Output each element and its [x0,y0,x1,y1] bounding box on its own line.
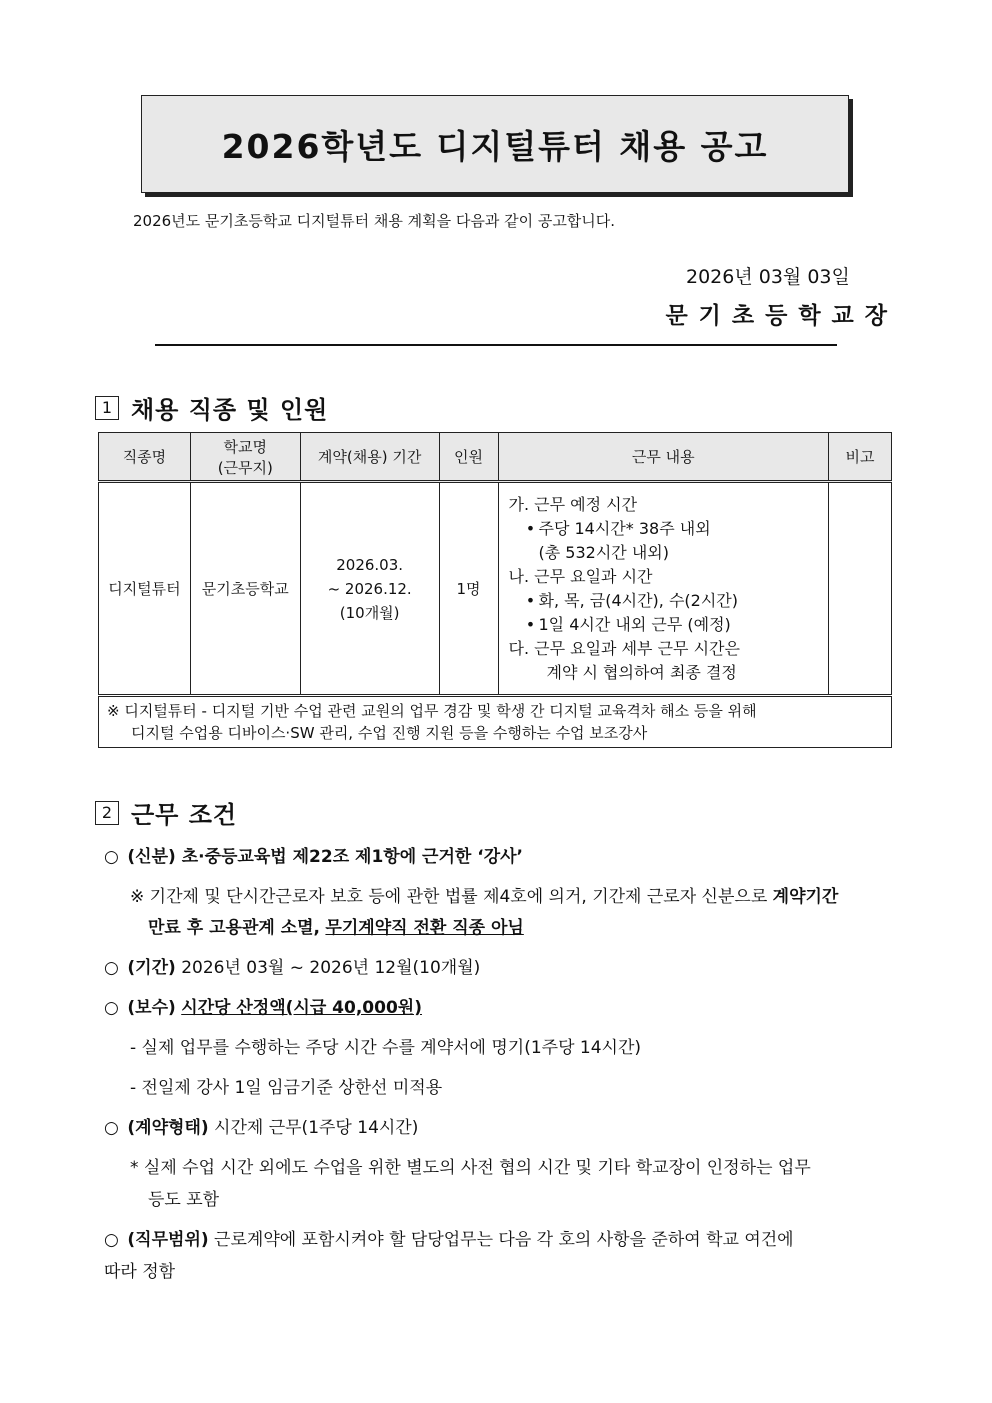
cell-count: 1명 [439,482,498,696]
cell-duties [498,482,829,696]
period-months: (10개월) [339,603,400,622]
circle-bullet-icon: ○ [104,1230,119,1250]
pay-text: 시간당 산정액(시급 40,000원) [181,998,422,1018]
pay-label: (보수) [127,998,176,1018]
contract-note-1: * 실제 수업 시간 외에도 수업을 위한 별도의 사전 협의 시간 및 기타 학교장이 인정하는 업무 [130,1158,811,1178]
section-2-heading [95,795,237,830]
pay-note-1: - 실제 업무를 수행하는 주당 시간 수를 계약서에 명기(1주당 14시간) [130,1038,642,1058]
cell-period [300,482,439,696]
header-job: 직종명 [99,433,191,482]
circle-bullet-icon: ○ [104,847,119,867]
section-number-box: 2 [95,801,119,825]
intro-text: 2026년도 문기초등학교 디지털튜터 채용 계획을 다음과 같이 공고합니다. [133,212,616,230]
duty-b1: • 화, 목, 금(4시간), 수(2시간) [525,590,738,610]
duty-a: 가. 근무 예정 시간 [508,494,638,514]
table-note-row [99,696,892,748]
status-note: ※ 기간제 및 단시간근로자 보호 등에 관한 법률 제4호에 의거, 기간제 근로자 신분으로 계약기간 [130,887,839,907]
duty-a2: (총 532시간 내외) [538,542,669,562]
note-line-2: 디지털 수업용 디바이스·SW 관리, 수업 진행 지원 등을 수행하는 수업 보조강사 [131,724,648,742]
period-end: ~ 2026.12. [327,579,412,598]
header-duties: 근무 내용 [498,433,829,482]
contract-note-2: 등도 포함 [148,1190,220,1210]
table-note [99,696,892,748]
signer-name: 문기초등학교장 [665,303,898,329]
section-title: 채용 직종 및 인원 [131,396,329,424]
duty-b2: • 1일 4시간 내외 근무 (예정) [525,614,731,634]
header-school [190,433,300,482]
duty-c2: 계약 시 협의하여 최종 결정 [546,662,737,682]
recruitment-table [98,432,892,748]
section-1-heading [95,390,328,425]
contract-label: (계약형태) [127,1118,209,1138]
cell-school: 문기초등학교 [190,482,300,696]
section-number-box: 1 [95,396,119,420]
table-header-row [99,433,892,482]
table-row [99,482,892,696]
status-item [104,842,523,872]
duty-b: 나. 근무 요일과 시간 [508,566,653,586]
circle-bullet-icon: ○ [104,1118,119,1138]
header-period: 계약(채용) 기간 [300,433,439,482]
status-note-2: 만료 후 고용관계 소멸, 무기계약직 전환 직종 아님 [148,918,524,938]
scope-item [104,1225,794,1255]
scope-label: (직무범위) [127,1230,209,1250]
contract-text: 시간제 근무(1주당 14시간) [214,1118,419,1138]
header-remark: 비고 [829,433,892,482]
duty-a1: • 주당 14시간* 38주 내외 [525,518,711,538]
status-label: (신분) 초·중등교육법 제22조 제1항에 근거한 ‘강사’ [127,847,523,867]
period-item [104,953,480,983]
note-line-1: ※ 디지털튜터 - 디지털 기반 수업 관련 교원의 업무 경감 및 학생 간 디지털 교육격차 해소 등을 위해 [107,702,757,720]
cell-job: 디지털튜터 [99,482,191,696]
period-text: 2026년 03월 ~ 2026년 12월(10개월) [181,958,481,978]
scope-text-2: 따라 정함 [104,1262,176,1282]
circle-bullet-icon: ○ [104,998,119,1018]
duty-c: 다. 근무 요일과 세부 근무 시간은 [508,638,740,658]
period-label: (기간) [127,958,176,978]
announcement-date: 2026년 03월 03일 [686,266,850,288]
cell-remark [829,482,892,696]
pay-note-2: - 전일제 강사 1일 임금기준 상한선 미적용 [130,1078,443,1098]
divider [155,344,837,346]
announcement-title: 2026학년도 디지털튜터 채용 공고 [221,126,769,166]
contract-item [104,1113,418,1143]
header-school-sub: (근무지) [217,458,273,477]
header-count: 인원 [439,433,498,482]
scope-text-1: 근로계약에 포함시켜야 할 담당업무는 다음 각 호의 사항을 준하여 학교 여건에 [214,1230,794,1250]
circle-bullet-icon: ○ [104,958,119,978]
header-school-label: 학교명 [223,437,268,456]
announcement-title-box [141,95,849,193]
section-title: 근무 조건 [131,801,238,829]
pay-item [104,993,422,1023]
period-start: 2026.03. [336,555,404,574]
